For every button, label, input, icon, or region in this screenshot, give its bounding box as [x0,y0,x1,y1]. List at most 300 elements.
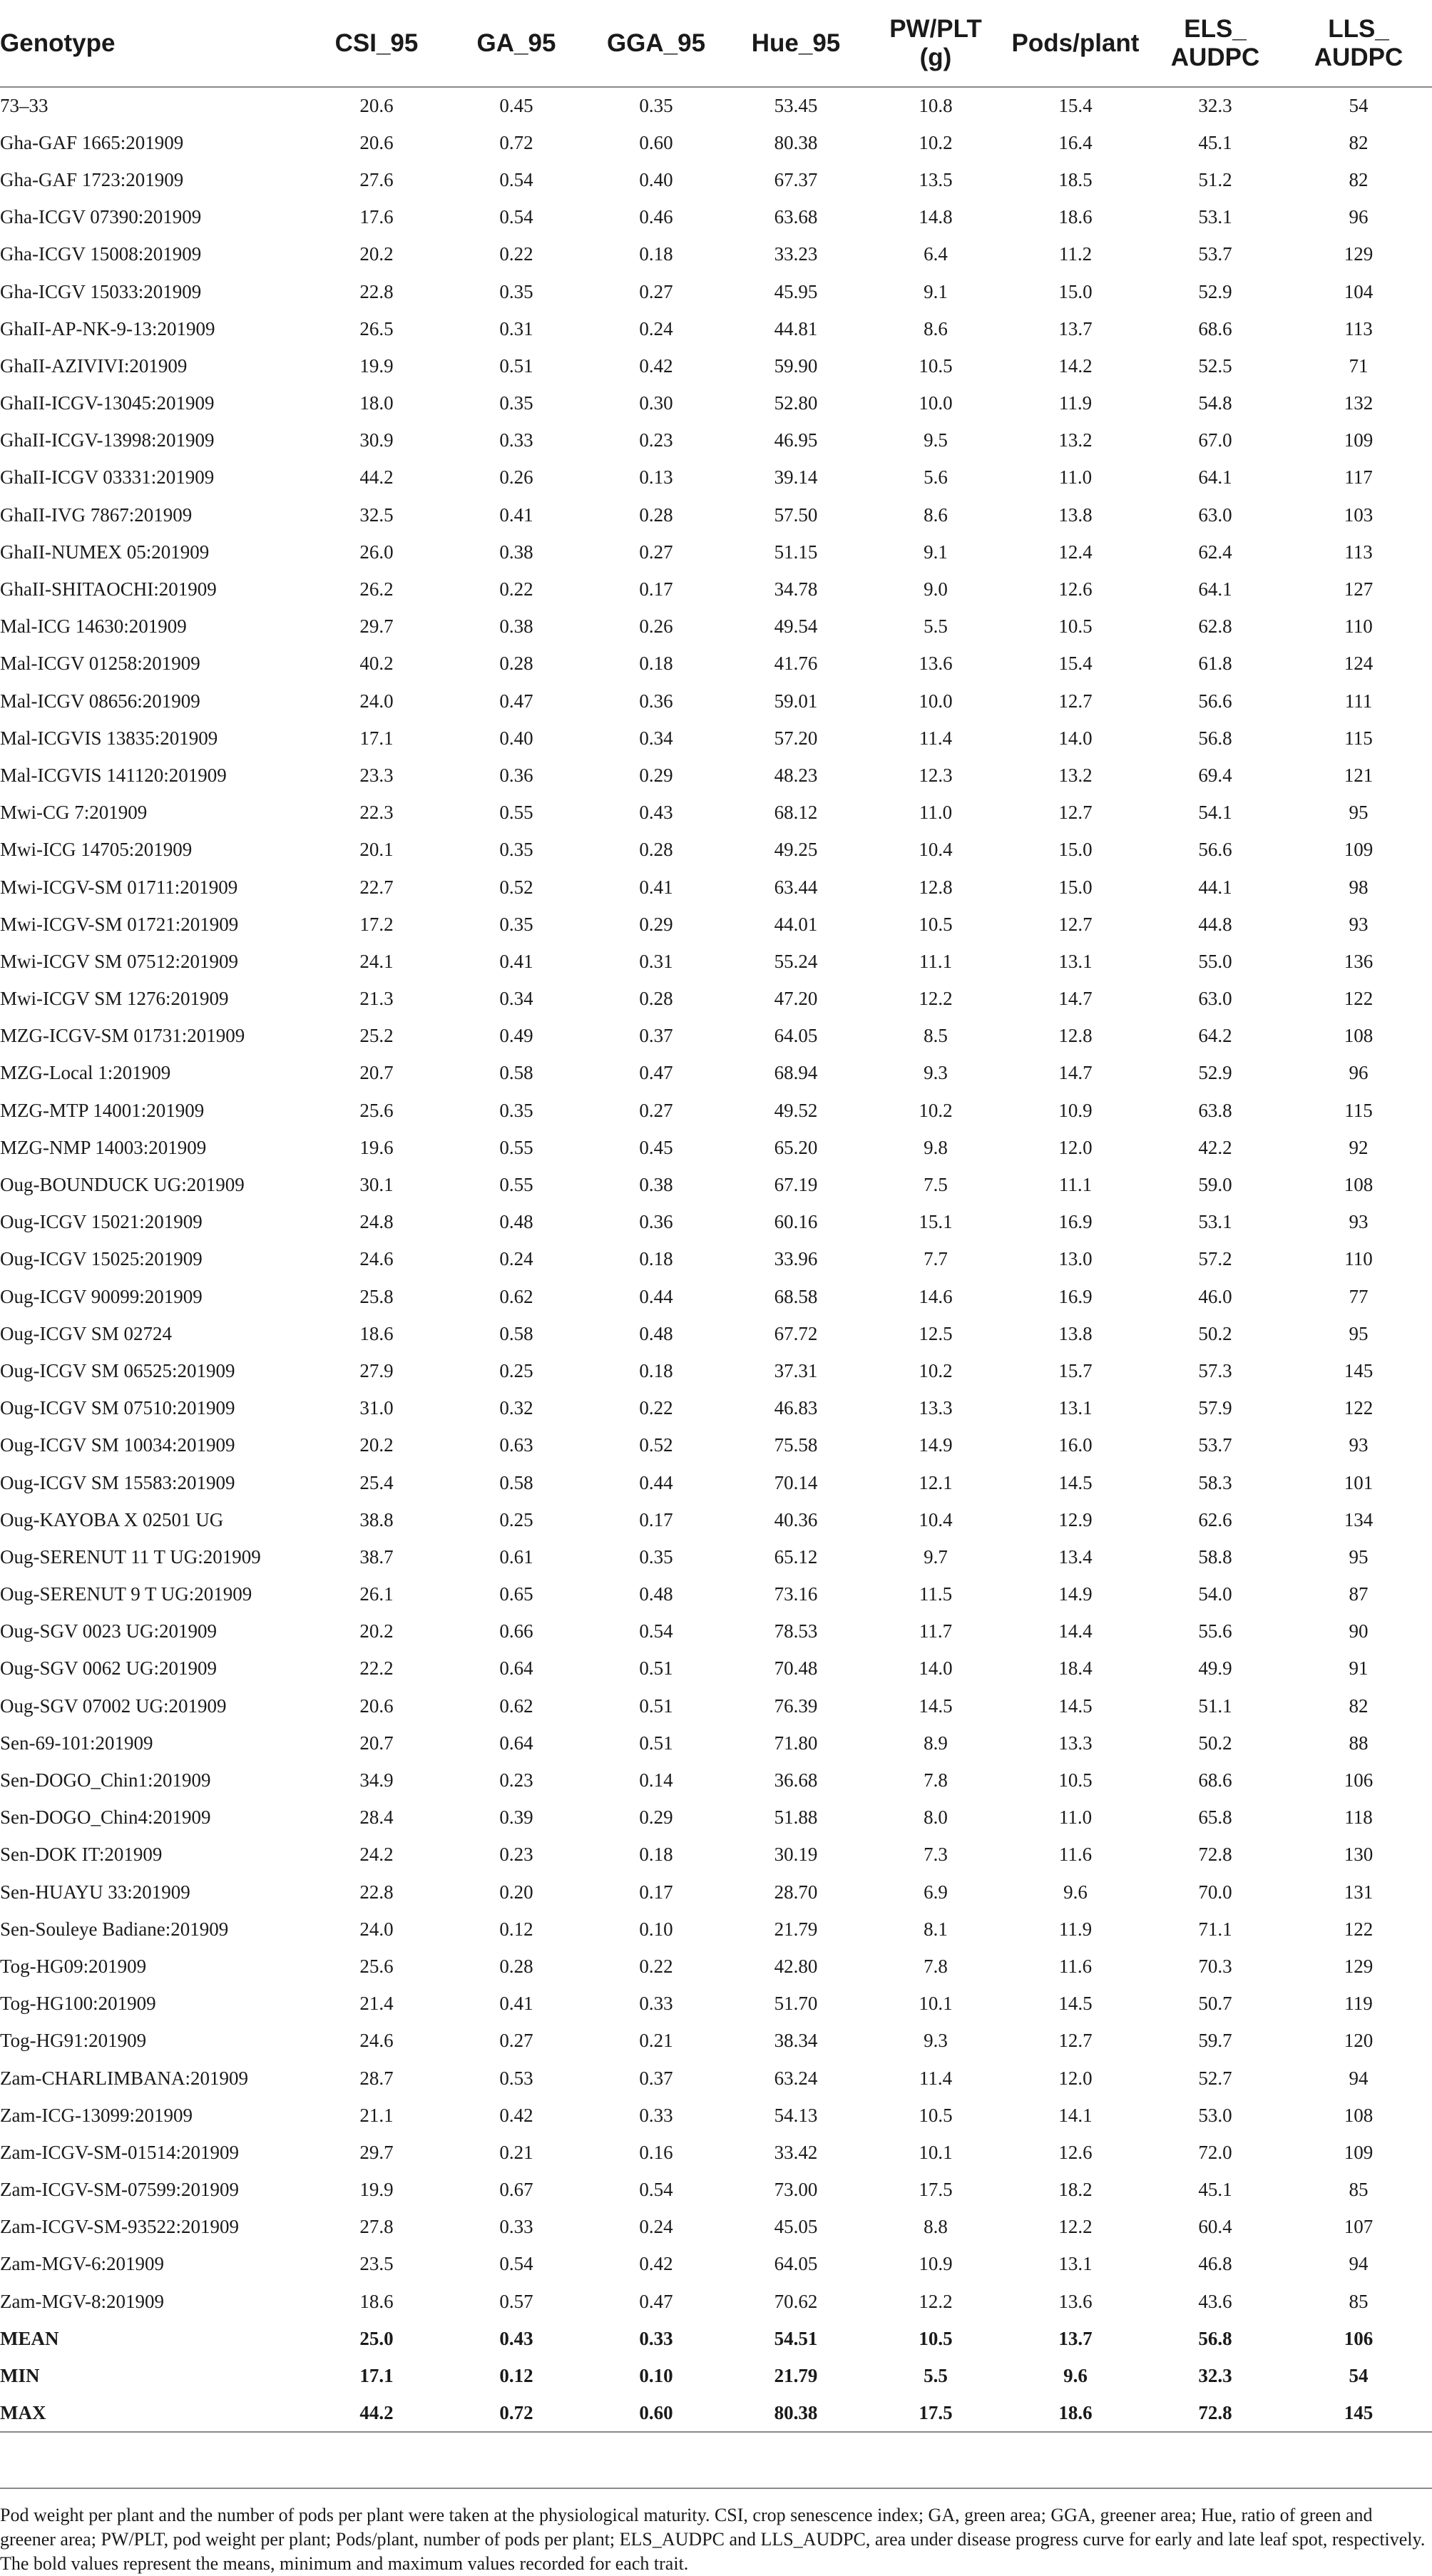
value-cell: 13.8 [1058,1322,1093,1344]
genotype-cell: GhaII-IVG 7867:201909 [0,504,193,526]
value-cell: 15.4 [1058,95,1093,117]
value-cell: 11.0 [1058,1806,1093,1829]
value-cell: 15.0 [1058,876,1093,898]
value-cell: 145 [1285,2395,1432,2432]
value-cell: 56.6 [1198,839,1232,861]
value-cell: 13.8 [1058,504,1093,526]
genotype-cell: Oug-SGV 07002 UG:201909 [0,1695,227,1717]
value-cell: 0.36 [499,764,533,786]
value-cell: 70.3 [1198,1955,1232,1977]
value-cell: 0.62 [499,1695,533,1717]
value-cell: 0.38 [639,1174,673,1196]
value-cell: 24.0 [359,690,394,712]
value-cell: 0.12 [499,2365,533,2387]
value-cell: 9.8 [924,1136,948,1158]
value-cell: 0.22 [499,578,533,600]
value-cell: 44.2 [359,466,394,489]
value-cell: 0.72 [446,2395,586,2432]
value-cell: 51.1 [1198,1695,1232,1717]
value-cell: 17.5 [866,2395,1006,2432]
value-cell: 0.51 [499,354,533,377]
value-cell: 67.37 [774,168,818,190]
value-cell: 0.27 [639,1099,673,1121]
value-cell: 54.51 [774,2327,818,2349]
genotype-cell: Mal-ICG 14630:201909 [0,615,187,638]
value-cell: 54 [1349,2365,1369,2387]
value-cell: 25.4 [359,1471,394,1493]
value-cell: 12.2 [919,988,953,1010]
value-cell: 0.54 [499,168,533,190]
table-row [0,1762,1432,1799]
value-cell: 7.7 [924,1248,948,1270]
genotype-cell: Oug-BOUNDUCK UG:201909 [0,1174,245,1196]
value-cell: 51.70 [774,1993,818,2015]
value-cell: 113 [1344,541,1373,563]
value-cell: 85 [1349,2290,1369,2312]
table-row [0,236,1432,273]
value-cell: 50.2 [1198,1732,1232,1754]
value-cell: 9.6 [1063,2365,1088,2387]
table-row [0,608,1432,645]
value-cell: 18.6 [1058,206,1093,228]
genotype-cell: MZG-NMP 14003:201909 [0,1136,207,1158]
value-cell: 13.1 [1058,2253,1093,2275]
value-cell: 0.32 [499,1397,533,1419]
value-cell: 0.29 [639,1806,673,1829]
value-cell: 34.78 [774,578,818,600]
value-cell: 38.7 [359,1545,394,1568]
value-cell: 55.24 [774,950,818,972]
value-cell: 65.12 [774,1545,818,1568]
value-cell: 0.62 [499,1285,533,1307]
value-cell: 22.7 [359,876,394,898]
value-cell: 11.1 [1058,1174,1093,1196]
value-cell: 24.0 [359,1918,394,1940]
value-cell: 0.36 [639,1211,673,1233]
value-cell: 8.5 [924,1025,948,1047]
genotype-cell: Oug-ICGV SM 15583:201909 [0,1471,235,1493]
value-cell: 10.2 [919,1099,953,1121]
value-cell: 26.0 [359,541,394,563]
value-cell: 63.68 [774,206,818,228]
value-cell: 8.9 [924,1732,948,1754]
genotype-cell: Tog-HG100:201909 [0,1993,156,2015]
genotype-cell: Oug-SGV 0062 UG:201909 [0,1657,218,1680]
value-cell: 46.8 [1198,2253,1232,2275]
table-row [0,1836,1432,1874]
value-cell: 61.8 [1198,653,1232,675]
value-cell: 0.18 [639,1359,673,1381]
value-cell: 0.35 [639,95,673,117]
value-cell: 7.8 [924,1769,948,1792]
value-cell: 9.5 [924,429,948,451]
value-cell: 10.5 [919,354,953,377]
value-cell: 0.40 [639,168,673,190]
table-row [0,720,1432,757]
value-cell: 26.2 [359,578,394,600]
value-cell: 11.2 [1058,243,1093,265]
summary-row [0,2357,1432,2394]
genotype-cell: Sen-Souleye Badiane:201909 [0,1918,229,1940]
value-cell: 22.2 [359,1657,394,1680]
genotype-cell: Mwi-ICGV-SM 01721:201909 [0,913,239,935]
value-cell: 0.27 [499,2030,533,2052]
table-row [0,1985,1432,2023]
value-cell: 45.05 [774,2216,818,2238]
value-cell: 20.2 [359,243,394,265]
value-cell: 0.25 [499,1359,533,1381]
table-row [0,459,1432,496]
value-cell: 106 [1344,1769,1374,1792]
table-row [0,1874,1432,1911]
value-cell: 21.79 [774,2365,818,2387]
value-cell: 19.9 [359,2179,394,2201]
value-cell: 11.5 [919,1583,953,1605]
value-cell: 52.5 [1198,354,1232,377]
value-cell: 0.29 [639,764,673,786]
value-cell: 0.35 [499,839,533,861]
value-cell: 71.1 [1198,1918,1232,1940]
table-row [0,1092,1432,1129]
value-cell: 0.27 [639,280,673,302]
value-cell: 15.0 [1058,280,1093,302]
value-cell: 110 [1344,1248,1373,1270]
value-cell: 40.36 [774,1508,818,1530]
value-cell: 63.24 [774,2067,818,2089]
value-cell: 63.8 [1198,1099,1232,1121]
value-cell: 53.1 [1198,1211,1232,1233]
value-cell: 13.6 [919,653,953,675]
value-cell: 14.9 [1058,1583,1093,1605]
table-row [0,2134,1432,2171]
value-cell: 118 [1344,1806,1373,1829]
value-cell: 52.80 [774,392,818,414]
value-cell: 38.8 [359,1508,394,1530]
value-cell: 0.31 [499,317,533,339]
value-cell: 20.6 [359,1695,394,1717]
value-cell: 22.3 [359,802,394,824]
table-row [0,2097,1432,2134]
value-cell: 24.6 [359,1248,394,1270]
value-cell: 87 [1349,1583,1369,1605]
value-cell: 104 [1344,280,1374,302]
value-cell: 0.17 [639,1508,673,1530]
value-cell: 0.22 [639,1955,673,1977]
table-row [0,683,1432,720]
value-cell: 14.5 [1058,1695,1093,1717]
value-cell: 13.0 [1058,1248,1093,1270]
value-cell: 13.6 [1058,2290,1093,2312]
value-cell: 0.66 [499,1620,533,1642]
value-cell: 70.48 [774,1657,818,1680]
value-cell: 54.0 [1198,1583,1232,1605]
value-cell: 53.7 [1198,1434,1232,1456]
genotype-cell: Gha-ICGV 07390:201909 [0,206,202,228]
genotype-cell: Mal-ICGVIS 13835:201909 [0,727,218,749]
value-cell: 72.0 [1198,2141,1232,2163]
genotype-cell: Zam-MGV-8:201909 [0,2290,164,2312]
value-cell: 0.35 [499,913,533,935]
value-cell: 49.54 [774,615,818,638]
header-hue [726,0,866,87]
genotype-cell: Oug-SGV 0023 UG:201909 [0,1620,218,1642]
value-cell: 11.4 [919,2067,953,2089]
table-row [0,1948,1432,1985]
value-cell: 115 [1344,727,1373,749]
value-cell: 59.7 [1198,2030,1232,2052]
value-cell: 65.8 [1198,1806,1232,1829]
header-gga [586,0,726,87]
header-text: GA_95 [476,29,556,57]
value-cell: 0.23 [499,1769,533,1792]
genotype-cell: Mwi-ICGV-SM 01711:201909 [0,876,238,898]
value-cell: 0.13 [639,466,673,489]
value-cell: 0.24 [499,1248,533,1270]
value-cell: 52.9 [1198,280,1232,302]
value-cell: 0.53 [499,2067,533,2089]
value-cell: 15.7 [1058,1359,1093,1381]
value-cell: 62.8 [1198,615,1232,638]
value-cell: 14.7 [1058,1062,1093,1084]
value-cell: 103 [1344,504,1374,526]
value-cell: 94 [1349,2067,1369,2089]
value-cell: 0.42 [639,354,673,377]
value-cell: 0.42 [639,2253,673,2275]
table-row [0,1576,1432,1613]
value-cell: 0.23 [499,1844,533,1866]
value-cell: 93 [1349,913,1369,935]
value-cell: 94 [1349,2253,1369,2275]
value-cell: 6.9 [924,1881,948,1903]
value-cell: 12.2 [919,2290,953,2312]
value-cell: 10.4 [919,839,953,861]
value-cell: 122 [1344,988,1374,1010]
table-row [0,2283,1432,2320]
value-cell: 96 [1349,1062,1369,1084]
header-text: CSI_95 [334,29,419,57]
value-cell: 36.68 [774,1769,818,1792]
value-cell: 67.72 [774,1322,818,1344]
value-cell: 12.2 [1058,2216,1093,2238]
value-cell: 73.00 [774,2179,818,2201]
value-cell: 49.52 [774,1099,818,1121]
table-row [0,1315,1432,1352]
value-cell: 64.1 [1198,466,1232,489]
value-cell: 29.7 [359,2141,394,2163]
header-pw-plt [866,0,1006,87]
value-cell: 16.4 [1058,131,1093,153]
genotype-cell: MZG-Local 1:201909 [0,1062,171,1084]
summary-row [0,2395,1432,2432]
genotype-cell: Zam-ICGV-SM-07599:201909 [0,2179,239,2201]
value-cell: 0.27 [639,541,673,563]
value-cell: 80.38 [774,131,818,153]
value-cell: 72.8 [1145,2395,1285,2432]
header-text: Pods/plant [1011,29,1140,57]
genotype-cell: MAX [0,2395,307,2432]
value-cell: 0.41 [499,950,533,972]
value-cell: 0.31 [639,950,673,972]
value-cell: 0.34 [499,988,533,1010]
value-cell: 14.8 [919,206,953,228]
value-cell: 10.4 [919,1508,953,1530]
value-cell: 120 [1344,2030,1374,2052]
value-cell: 59.90 [774,354,818,377]
value-cell: 95 [1349,1322,1369,1344]
table-row [0,869,1432,906]
value-cell: 127 [1344,578,1374,600]
value-cell: 132 [1344,392,1374,414]
value-cell: 33.23 [774,243,818,265]
value-cell: 6.4 [924,243,948,265]
value-cell: 51.88 [774,1806,818,1829]
table-row [0,124,1432,161]
value-cell: 119 [1344,1993,1373,2015]
value-cell: 18.4 [1058,1657,1093,1680]
value-cell: 93 [1349,1211,1369,1233]
genotype-cell: Sen-DOK IT:201909 [0,1844,163,1866]
value-cell: 67.0 [1198,429,1232,451]
value-cell: 28.70 [774,1881,818,1903]
value-cell: 0.14 [639,1769,673,1792]
value-cell: 58.3 [1198,1471,1232,1493]
value-cell: 71 [1349,354,1369,377]
value-cell: 0.18 [639,1844,673,1866]
value-cell: 12.7 [1058,690,1093,712]
value-cell: 51.2 [1198,168,1232,190]
value-cell: 82 [1349,168,1369,190]
table-row [0,385,1432,422]
value-cell: 57.3 [1198,1359,1232,1381]
value-cell: 12.9 [1058,1508,1093,1530]
value-cell: 115 [1344,1099,1373,1121]
value-cell: 12.7 [1058,2030,1093,2052]
value-cell: 0.41 [499,504,533,526]
header-text: GGA_95 [606,29,706,57]
genotype-cell: Mwi-CG 7:201909 [0,802,148,824]
value-cell: 9.7 [924,1545,948,1568]
value-cell: 14.5 [1058,1993,1093,2015]
value-cell: 0.52 [639,1434,673,1456]
value-cell: 19.6 [359,1136,394,1158]
value-cell: 10.9 [1058,1099,1093,1121]
value-cell: 0.12 [499,1918,533,1940]
value-cell: 60.16 [774,1211,818,1233]
genotype-cell: Oug-ICGV 15025:201909 [0,1248,203,1270]
value-cell: 12.0 [1058,2067,1093,2089]
value-cell: 11.9 [1058,392,1093,414]
value-cell: 37.31 [774,1359,818,1381]
table-row [0,1018,1432,1055]
value-cell: 0.47 [639,2290,673,2312]
value-cell: 17.1 [359,727,394,749]
value-cell: 101 [1344,1471,1374,1493]
table-row [0,1538,1432,1575]
value-cell: 0.28 [639,839,673,861]
table-row [0,906,1432,943]
value-cell: 0.33 [499,2216,533,2238]
value-cell: 25.6 [359,1955,394,1977]
genotype-cell: Zam-CHARLIMBANA:201909 [0,2067,248,2089]
value-cell: 0.30 [639,392,673,414]
value-cell: 0.47 [639,1062,673,1084]
value-cell: 44.2 [307,2395,446,2432]
value-cell: 64.2 [1198,1025,1232,1047]
value-cell: 39.14 [774,466,818,489]
value-cell: 8.6 [924,504,948,526]
value-cell: 0.17 [639,1881,673,1903]
value-cell: 18.6 [359,1322,394,1344]
genotype-cell: Zam-ICGV-SM-93522:201909 [0,2216,239,2238]
value-cell: 15.0 [1058,839,1093,861]
value-cell: 0.58 [499,1471,533,1493]
table-row [0,1464,1432,1501]
value-cell: 82 [1349,131,1369,153]
genotype-cell: Oug-KAYOBA X 02501 UG [0,1508,224,1530]
value-cell: 11.0 [919,802,953,824]
value-cell: 32.3 [1198,2365,1232,2387]
genotype-cell: GhaII-ICGV-13998:201909 [0,429,215,451]
value-cell: 0.21 [499,2141,533,2163]
value-cell: 46.0 [1198,1285,1232,1307]
value-cell: 12.0 [1058,1136,1093,1158]
value-cell: 52.7 [1198,2067,1232,2089]
value-cell: 124 [1344,653,1374,675]
value-cell: 54 [1349,95,1369,117]
value-cell: 20.6 [359,131,394,153]
table-header-row [0,0,1432,87]
value-cell: 0.26 [499,466,533,489]
value-cell: 68.6 [1198,1769,1232,1792]
value-cell: 0.33 [639,2327,673,2349]
header-els-audpc [1145,0,1285,87]
value-cell: 65.20 [774,1136,818,1158]
value-cell: 0.35 [639,1545,673,1568]
genotype-cell: Gha-GAF 1665:201909 [0,131,184,153]
table-row [0,2023,1432,2060]
genotype-cell: Oug-ICGV 90099:201909 [0,1285,203,1307]
value-cell: 62.4 [1198,541,1232,563]
genotype-cell: Mwi-ICGV SM 1276:201909 [0,988,229,1010]
value-cell: 0.29 [639,913,673,935]
value-cell: 0.33 [639,1993,673,2015]
value-cell: 76.39 [774,1695,818,1717]
value-cell: 53.45 [774,95,818,117]
value-cell: 5.5 [924,615,948,638]
table-row [0,794,1432,832]
value-cell: 0.54 [499,2253,533,2275]
table-row [0,943,1432,980]
value-cell: 14.2 [1058,354,1093,377]
value-cell: 14.5 [1058,1471,1093,1493]
value-cell: 44.01 [774,913,818,935]
genotype-cell: Tog-HG09:201909 [0,1955,147,1977]
genotype-cell: Mwi-ICGV SM 07512:201909 [0,950,239,972]
value-cell: 14.5 [919,1695,953,1717]
table-row [0,1204,1432,1241]
value-cell: 12.6 [1058,578,1093,600]
value-cell: 9.3 [924,1062,948,1084]
value-cell: 0.18 [639,653,673,675]
value-cell: 29.7 [359,615,394,638]
value-cell: 60.4 [1198,2216,1232,2238]
value-cell: 46.83 [774,1397,818,1419]
value-cell: 0.51 [639,1695,673,1717]
value-cell: 0.48 [639,1583,673,1605]
value-cell: 92 [1349,1136,1369,1158]
value-cell: 21.4 [359,1993,394,2015]
value-cell: 56.8 [1198,727,1232,749]
